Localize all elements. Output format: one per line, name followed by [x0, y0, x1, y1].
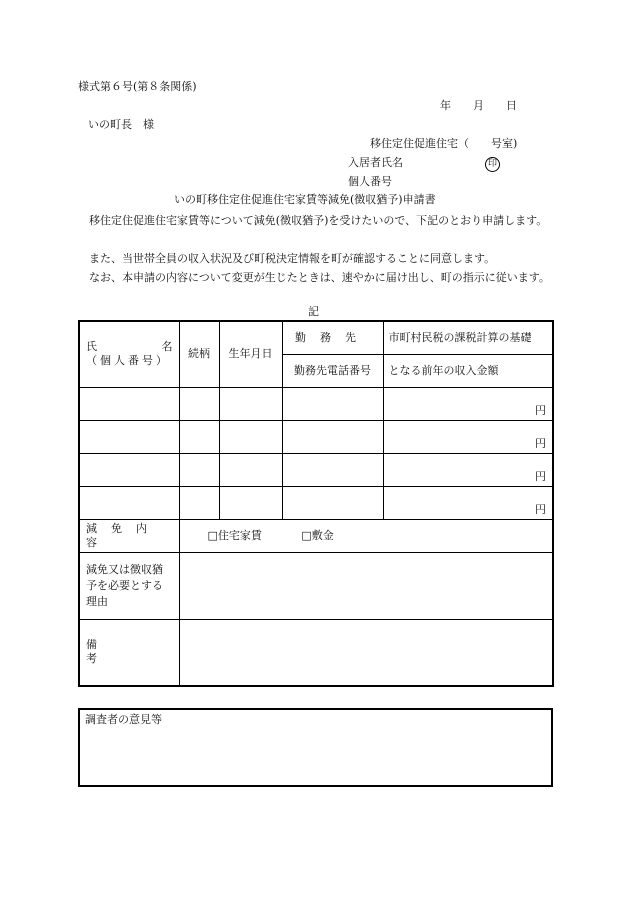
name-label-2: 名 [161, 340, 173, 354]
name-header-cell [79, 321, 179, 387]
table-row [79, 387, 553, 420]
document-title: いの町移住定住促進住宅家賃等減免(徴収猶予)申請書 [174, 193, 436, 206]
reason-row [79, 552, 553, 619]
birthdate-header: 生年月日 [219, 321, 282, 387]
seal-mark [485, 156, 500, 172]
resident-name-label: 入居者氏名 [348, 156, 403, 169]
workplace-header: 勤務先 [282, 321, 383, 354]
table-row [79, 486, 553, 519]
workplace-phone-header: 勤務先電話番号 [282, 354, 383, 387]
workplace-cell[interactable] [282, 387, 383, 420]
table-row [79, 420, 553, 453]
seal-char: 印 [485, 157, 500, 172]
application-table [78, 320, 554, 687]
relation-cell[interactable] [179, 486, 219, 519]
name-cell[interactable] [79, 420, 179, 453]
income-cell[interactable]: 円 [383, 387, 553, 420]
ki-heading: 記 [308, 305, 319, 318]
relation-cell[interactable] [179, 387, 219, 420]
remarks-row [79, 619, 553, 686]
option-deposit[interactable]: □敷金 [301, 528, 334, 542]
workplace-cell[interactable] [282, 486, 383, 519]
table-row [79, 453, 553, 486]
reason-field[interactable] [179, 552, 553, 619]
workplace-cell[interactable] [282, 453, 383, 486]
relation-cell[interactable] [179, 420, 219, 453]
housing-label: 移住定住促進住宅（ 号室) [370, 137, 518, 150]
reduction-options [179, 519, 553, 552]
personal-number-label: 個人番号 [348, 175, 392, 188]
name-cell[interactable] [79, 486, 179, 519]
name-cell[interactable] [79, 453, 179, 486]
reason-label: 減免又は徴収猶予を必要とする理由 [79, 552, 179, 619]
body-paragraph-3: なお、本申請の内容について変更が生じたときは、速やかに届け出し、町の指示に従います。 [78, 271, 550, 284]
reduction-row [79, 519, 553, 552]
header-row-1 [79, 321, 553, 354]
opinion-box[interactable] [78, 708, 553, 787]
birthdate-cell[interactable] [219, 387, 282, 420]
remarks-label-cell [79, 619, 179, 686]
name-label-1: 氏 [86, 340, 97, 354]
reduction-label: 減免内容 [79, 519, 179, 552]
birthdate-cell[interactable] [219, 453, 282, 486]
body-paragraph-1: 移住定住促進住宅家賃等について減免(徴収猶予)を受けたいので、下記のとおり申請します。 [78, 214, 548, 227]
addressee: いの町長 様 [88, 118, 154, 131]
birthdate-cell[interactable] [219, 420, 282, 453]
remarks-label: 備考 [86, 638, 153, 666]
name-cell[interactable] [79, 387, 179, 420]
income-cell[interactable]: 円 [383, 420, 553, 453]
income-cell[interactable]: 円 [383, 486, 553, 519]
body-paragraph-2: また、当世帯全員の収入状況及び町税決定情報を町が確認することに同意します。 [78, 252, 496, 265]
income-header-line2: となる前年の収入金額 [383, 354, 553, 387]
relation-cell[interactable] [179, 453, 219, 486]
relation-header: 続柄 [179, 321, 219, 387]
income-header-line1: 市町村民税の課税計算の基礎 [383, 321, 553, 354]
birthdate-cell[interactable] [219, 486, 282, 519]
form-number: 様式第６号(第８条関係) [78, 80, 197, 93]
remarks-field[interactable] [179, 619, 553, 686]
name-header [80, 340, 179, 354]
name-sub-label: （個人番号） [86, 354, 170, 368]
option-rent[interactable]: □住宅家賃 [207, 528, 262, 542]
workplace-cell[interactable] [282, 420, 383, 453]
date-line: 年 月 日 [440, 99, 517, 112]
income-cell[interactable]: 円 [383, 453, 553, 486]
opinion-label: 調査者の意見等 [85, 713, 162, 726]
